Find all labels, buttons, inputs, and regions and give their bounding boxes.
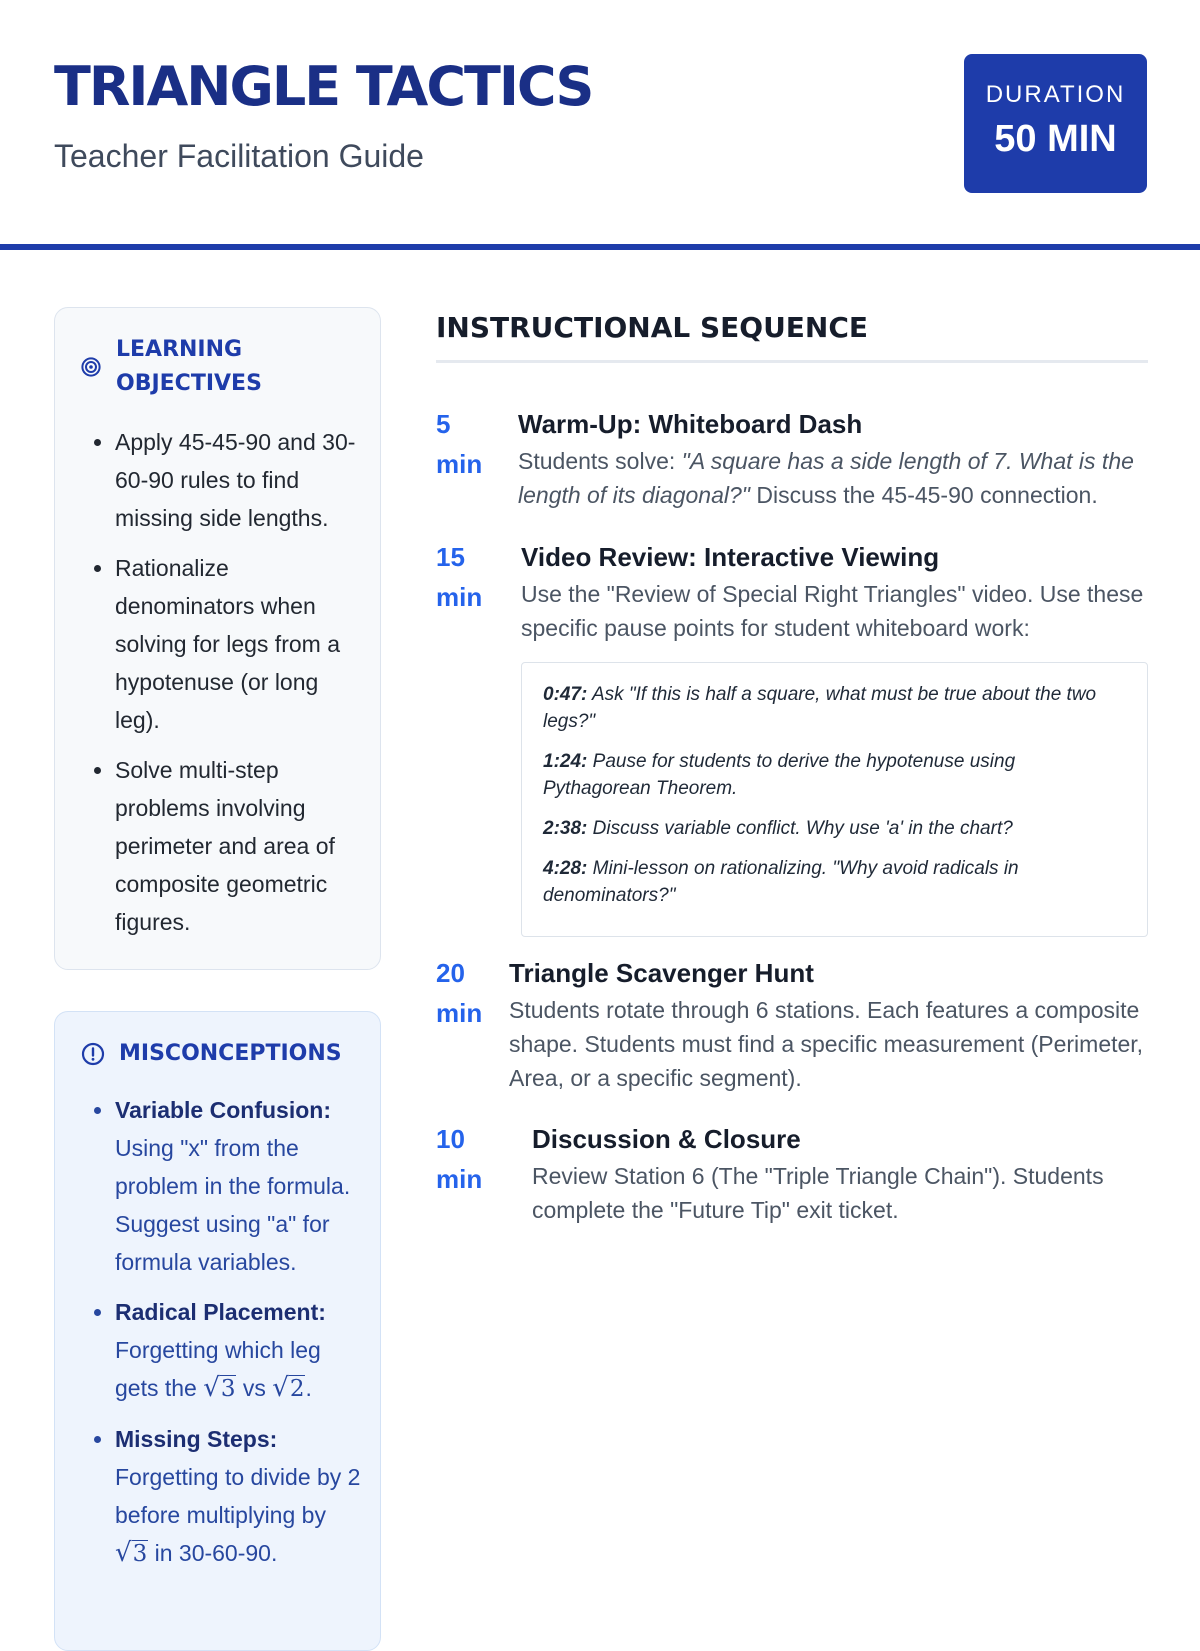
pause-time: 2:38:: [543, 818, 588, 839]
time-value: 10: [436, 1124, 465, 1154]
radicand: 3: [220, 1376, 236, 1402]
radicand: 3: [132, 1541, 148, 1567]
duration-badge: [964, 54, 1147, 193]
misconception-title: Variable Confusion:: [115, 1097, 331, 1123]
misconception-text: in 30-60-90.: [154, 1540, 278, 1566]
sequence-title: Triangle Scavenger Hunt: [509, 958, 814, 988]
misconception-title: Radical Placement:: [115, 1299, 326, 1325]
time-unit: min: [436, 449, 483, 479]
pause-time: 4:28:: [543, 858, 588, 879]
time-label: [436, 537, 496, 617]
time-unit: min: [436, 998, 483, 1028]
learning-objectives-title: LEARNING OBJECTIVES: [116, 337, 262, 396]
list-item: [115, 1293, 362, 1408]
sequence-title: Warm-Up: Whiteboard Dash: [518, 409, 863, 439]
sequence-body: [518, 404, 1148, 512]
duration-label: DURATION: [985, 81, 1126, 108]
misconceptions-heading: [81, 1037, 342, 1071]
sequence-text: Use the "Review of Special Right Triangles" video. Use these specific pause points for student whiteboard work:: [521, 581, 1144, 641]
pause-point: [543, 815, 1127, 842]
sequence-text: Students rotate through 6 stations. Each features a composite shape. Students must find a specific measurement (Perimeter, Area, or a specific segment).: [509, 997, 1144, 1091]
pause-point: [543, 855, 1127, 909]
misconception-text: Forgetting which leg gets the: [115, 1337, 321, 1401]
misconception-title: Missing Steps:: [115, 1426, 278, 1452]
pause-text: Pause for students to derive the hypotenuse using Pythagorean Theorem.: [543, 751, 1016, 799]
time-unit: min: [436, 582, 483, 612]
list-item: • Apply 45-45-90 and 30-60-90 rules to find missing side lengths.: [115, 423, 362, 537]
time-value: 15: [436, 542, 465, 572]
square-root: √3: [203, 1373, 236, 1403]
sequence-text: [518, 444, 1148, 512]
objectives-list: [81, 423, 362, 953]
pause-time: 1:24:: [543, 751, 588, 772]
sequence-text-start: Students solve:: [518, 448, 682, 474]
sequence-text: Review Station 6 (The "Triple Triangle Chain"). Students complete the "Future Tip" exit ticket.: [532, 1163, 1104, 1223]
time-label: [436, 404, 496, 484]
time-label: [436, 953, 496, 1033]
radicand: 2: [289, 1376, 305, 1402]
page-subtitle: Teacher Facilitation Guide: [54, 138, 424, 174]
page-title: TRIANGLE TACTICS: [54, 55, 593, 118]
pause-text: Discuss variable conflict. Why use 'a' in the chart?: [592, 818, 1013, 839]
list-item: [115, 1091, 362, 1281]
square-root: √3: [115, 1538, 148, 1568]
sequence-text-end: Discuss the 45-45-90 connection.: [749, 482, 1098, 508]
sequence-title: Discussion & Closure: [532, 1124, 801, 1154]
learning-objectives-card: [54, 307, 381, 970]
misconceptions-title: MISCONCEPTIONS: [119, 1041, 342, 1066]
target-icon: [81, 357, 101, 377]
list-item: [115, 1420, 362, 1573]
learning-objectives-heading: [81, 333, 351, 401]
page-header: [0, 0, 1200, 250]
misconceptions-card: [54, 1011, 381, 1651]
duration-value: 50 MIN: [994, 118, 1117, 160]
sequence-quote: "A square has a side length of 7. What is the length of its diagonal?": [518, 448, 1134, 508]
misconception-text: vs: [242, 1375, 266, 1401]
list-item: • Solve multi-step problems involving perimeter and area of composite geometric figures.: [115, 751, 362, 941]
misconception-text: Forgetting to divide by 2 before multiplying by: [115, 1464, 361, 1528]
square-root: √2: [272, 1373, 305, 1403]
pause-point: [543, 748, 1127, 802]
sequence-body: [521, 537, 1148, 937]
time-label: [436, 1119, 496, 1199]
sequence-body: [532, 1119, 1148, 1227]
sequence-body: [509, 953, 1148, 1095]
pause-points-box: [521, 662, 1148, 937]
list-item: • Rationalize denominators when solving for legs from a hypotenuse (or long leg).: [115, 549, 362, 739]
time-value: 5: [436, 409, 451, 439]
pause-time: 0:47:: [543, 684, 588, 705]
instructional-sequence-heading: INSTRUCTIONAL SEQUENCE: [436, 308, 1148, 363]
time-value: 20: [436, 958, 465, 988]
misconception-text: .: [305, 1375, 312, 1401]
pause-text: Mini-lesson on rationalizing. "Why avoid radicals in denominators?": [543, 858, 1019, 906]
pause-text: Ask "If this is half a square, what must be true about the two legs?": [543, 684, 1097, 732]
time-unit: min: [436, 1164, 483, 1194]
sequence-title: Video Review: Interactive Viewing: [521, 542, 940, 572]
alert-circle-icon: [81, 1042, 105, 1066]
misconceptions-list: [81, 1091, 362, 1585]
misconception-text: Using "x" from the problem in the formula. Suggest using "a" for formula variables.: [115, 1135, 351, 1275]
pause-point: [543, 681, 1127, 735]
